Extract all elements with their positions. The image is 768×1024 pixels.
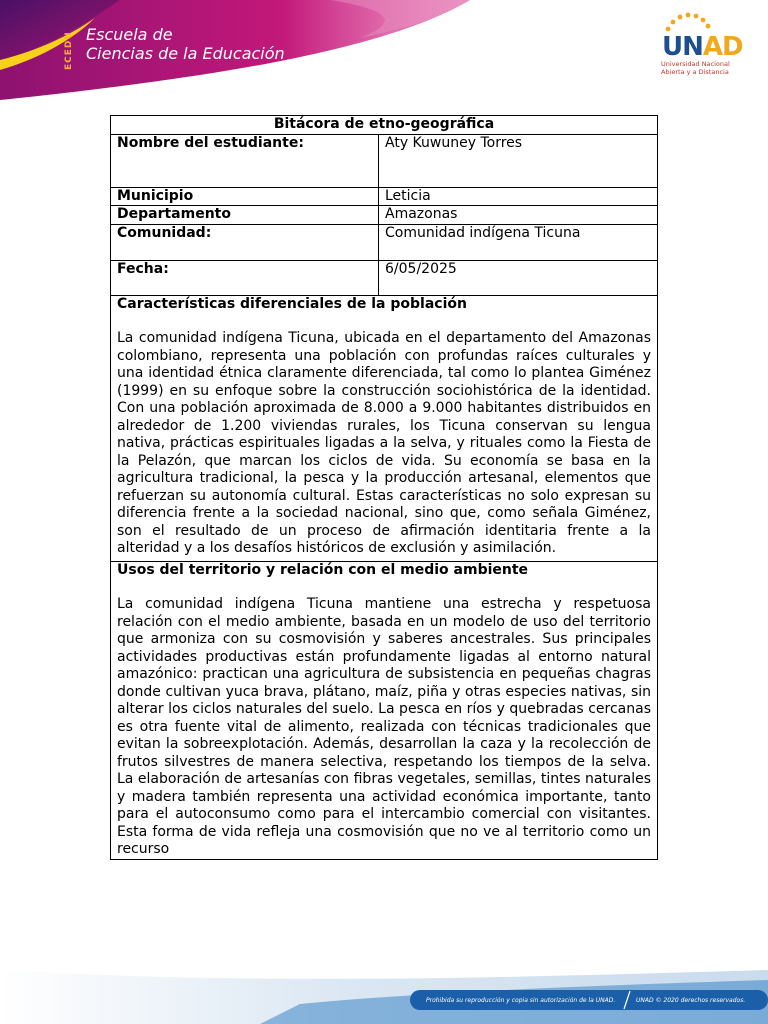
section-row xyxy=(111,561,658,859)
footer-rights: UNAD © 2020 derechos reservados. xyxy=(636,997,746,1004)
school-name-line2: Ciencias de la Educación xyxy=(86,44,285,63)
school-name xyxy=(86,25,285,63)
row-value-departamento: Amazonas xyxy=(379,206,658,225)
footer-banner-graphic xyxy=(0,960,768,1024)
section-row xyxy=(111,295,658,561)
row-value-municipio: Leticia xyxy=(379,187,658,206)
row-label-comunidad: Comunidad: xyxy=(111,224,379,260)
table-row xyxy=(111,134,658,187)
page-footer xyxy=(0,960,768,1024)
unad-subtitle-line1: Universidad Nacional xyxy=(661,60,730,68)
row-value-fecha: 6/05/2025 xyxy=(379,260,658,295)
section-territorio-body: La comunidad indígena Ticuna mantiene una estrecha y respetuosa relación con el medio ambiente, basada en un modelo de uso del territorio que armoniza con su cosmovisión y saberes ancestrales. Sus principales actividades productivas están profundamente ligadas al entorno natural amazónico: practican una agricultura de subsistencia en pequeñas chagras donde cultivan yuca brava, plátano, maíz, piña y otras especies nativas, sin alterar los ciclos naturales del suelo. La pesca en ríos y quebradas cercanas es otra fuente vital de alimento, realizada con técnicas tradicionales que evitan la sobreexplotación. Además, desarrollan la caza y la recolección de frutos silvestres de manera selectiva, respetando los tiempos de la selva. La elaboración de artesanías con fibras vegetales, semillas, tintes naturales y madera también representa una actividad económica importante, tanto para el autoconsumo como para el intercambio comercial con visitantes. Esta forma de vida refleja una cosmovisión que no ve al territorio como un recurso xyxy=(117,596,651,857)
row-value-student: Aty Kuwuney Torres xyxy=(379,134,658,187)
page-header xyxy=(0,0,768,100)
section-caracteristicas-body: La comunidad indígena Ticuna, ubicada en el departamento del Amazonas colombiano, representa una población con profundas raíces culturales y una identidad étnica claramente diferenciada, tal como lo plantea Giménez (1999) en su enfoque sobre la construcción sociohistórica de la identidad. Con una población aproximada de 8.000 a 9.000 habitantes distribuidos en alrededor de 1.200 viviendas rurales, los Ticuna conservan su lengua nativa, prácticas espirituales ligadas a la selva, y rituales como la Fiesta de la Pelazón, que marcan los ciclos de vida. Su economía se basa en la agricultura tradicional, la pesca y la producción artesanal, elementos que refuerzan su autonomía cultural. Estas características no solo expresan su diferencia frente a la sociedad nacional, sino que, como señala Giménez, son el resultado de un proceso de afirmación identitaria frente a la alteridad y a los desafíos históricos de exclusión y asimilación. xyxy=(117,330,651,556)
row-value-comunidad: Comunidad indígena Ticuna xyxy=(379,224,658,260)
row-label-municipio: Municipio xyxy=(111,187,379,206)
table-row xyxy=(111,206,658,225)
row-label-departamento: Departamento xyxy=(111,206,379,225)
table-title: Bitácora de etno-geográfica xyxy=(111,116,658,135)
table-row xyxy=(111,224,658,260)
row-label-student: Nombre del estudiante: xyxy=(111,134,379,187)
table-row xyxy=(111,260,658,295)
bitacora-table xyxy=(110,115,658,860)
unad-subtitle-line2: Abierta y a Distancia xyxy=(661,68,729,76)
unad-subtitle xyxy=(661,60,730,76)
unad-wordmark xyxy=(662,32,743,62)
section-caracteristicas xyxy=(111,295,658,561)
unad-wordmark-ad: AD xyxy=(702,32,743,62)
row-label-fecha: Fecha: xyxy=(111,260,379,295)
table-title-row xyxy=(111,116,658,135)
ecedu-label: ECEDU xyxy=(64,31,74,70)
unad-logo xyxy=(660,18,760,80)
unad-wordmark-un: UN xyxy=(662,32,703,62)
section-territorio xyxy=(111,561,658,859)
school-name-line1: Escuela de xyxy=(86,25,173,44)
footer-copyright-notice: Prohibida su reproducción y copia sin autorización de la UNAD. xyxy=(426,997,616,1004)
table-row xyxy=(111,187,658,206)
section-territorio-heading: Usos del territorio y relación con el medio ambiente xyxy=(117,561,529,578)
section-caracteristicas-heading: Características diferenciales de la población xyxy=(117,295,467,312)
unad-dots-arc-icon xyxy=(660,12,740,34)
